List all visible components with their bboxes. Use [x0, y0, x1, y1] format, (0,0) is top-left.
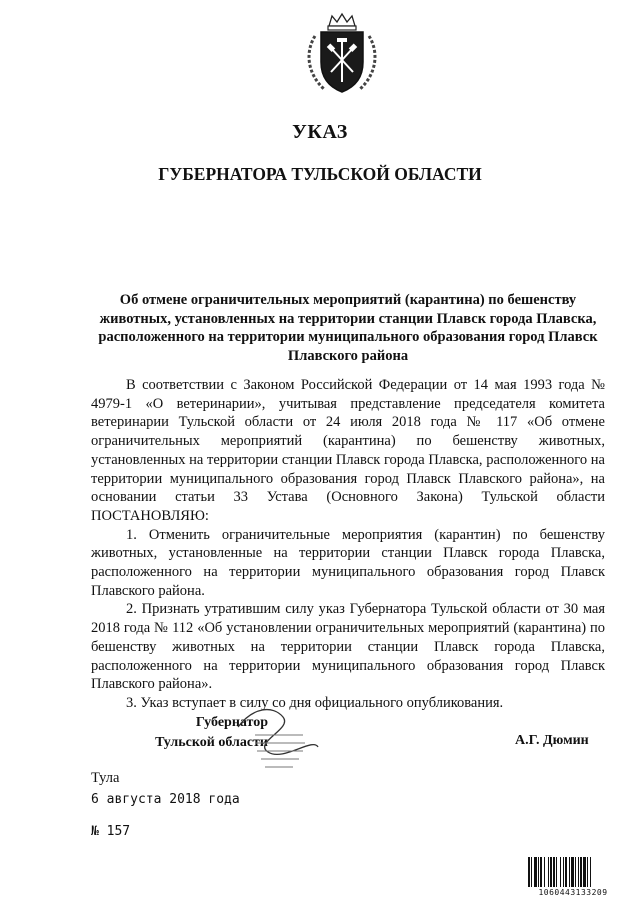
tula-coat-of-arms-icon [301, 12, 383, 96]
signatory-name: А.Г. Дюмин [515, 733, 589, 748]
stamp-and-signature [233, 697, 323, 787]
barcode-number: 1060443133209 [538, 888, 608, 897]
document-subject: Об отмене ограничительных мероприятий (карантина) по бешенству животных, установленных на территории станции Плавск города Плавска, расположенного на территории муниципального образования город Плавск Плавского района [98, 292, 598, 364]
barcode-bars [528, 857, 618, 887]
issue-date: 6 августа 2018 года [91, 792, 240, 807]
item-paragraph-1: 1. Отменить ограничительные мероприятия (карантин) по бешенству животных, установленные на территории станции Плавск города Плавска, расположенного на территории муниципального образования город Плавск Плавского района. [91, 526, 605, 599]
issue-city: Тула [91, 770, 120, 786]
barcode-bar [591, 857, 592, 887]
preamble-paragraph: В соответствии с Законом Российской Федерации от 14 мая 1993 года № 4979-1 «О ветеринарии», учитывая представление председателя комитета ветеринарии Тульской области от 24 июля 2018 года № 117 «Об отмене ограничительных мероприятий (карантина) по бешенству животных, установленных на территории станции Плавск города Плавска, расположенного на территории муниципального образования город Плавск Плавского района», на основании статьи 33 Устава (Основного Закона) Тульской области ПОСТАНОВЛЯЮ: [91, 377, 605, 524]
item-paragraph-3: 3. Указ вступает в силу со дня официального опубликования. [126, 694, 504, 711]
position-line-2: Тульской области [155, 735, 268, 750]
barcode [528, 857, 618, 899]
document-title: УКАЗ [292, 121, 348, 143]
document-number: № 157 [91, 824, 131, 839]
position-line-1: Губернатор [195, 715, 268, 730]
document-body [91, 376, 605, 713]
item-paragraph-2: 2. Признать утратившим силу указ Губернатора Тульской области от 30 мая 2018 года № 112 «Об установлении ограничительных мероприятий (карантина) по бешенству животных на территории станции Плавск города Плавска, расположенного на территории муниципального образования город Плавск Плавского района». [91, 601, 605, 693]
document-subtitle: ГУБЕРНАТОРА ТУЛЬСКОЙ ОБЛАСТИ [158, 164, 482, 184]
